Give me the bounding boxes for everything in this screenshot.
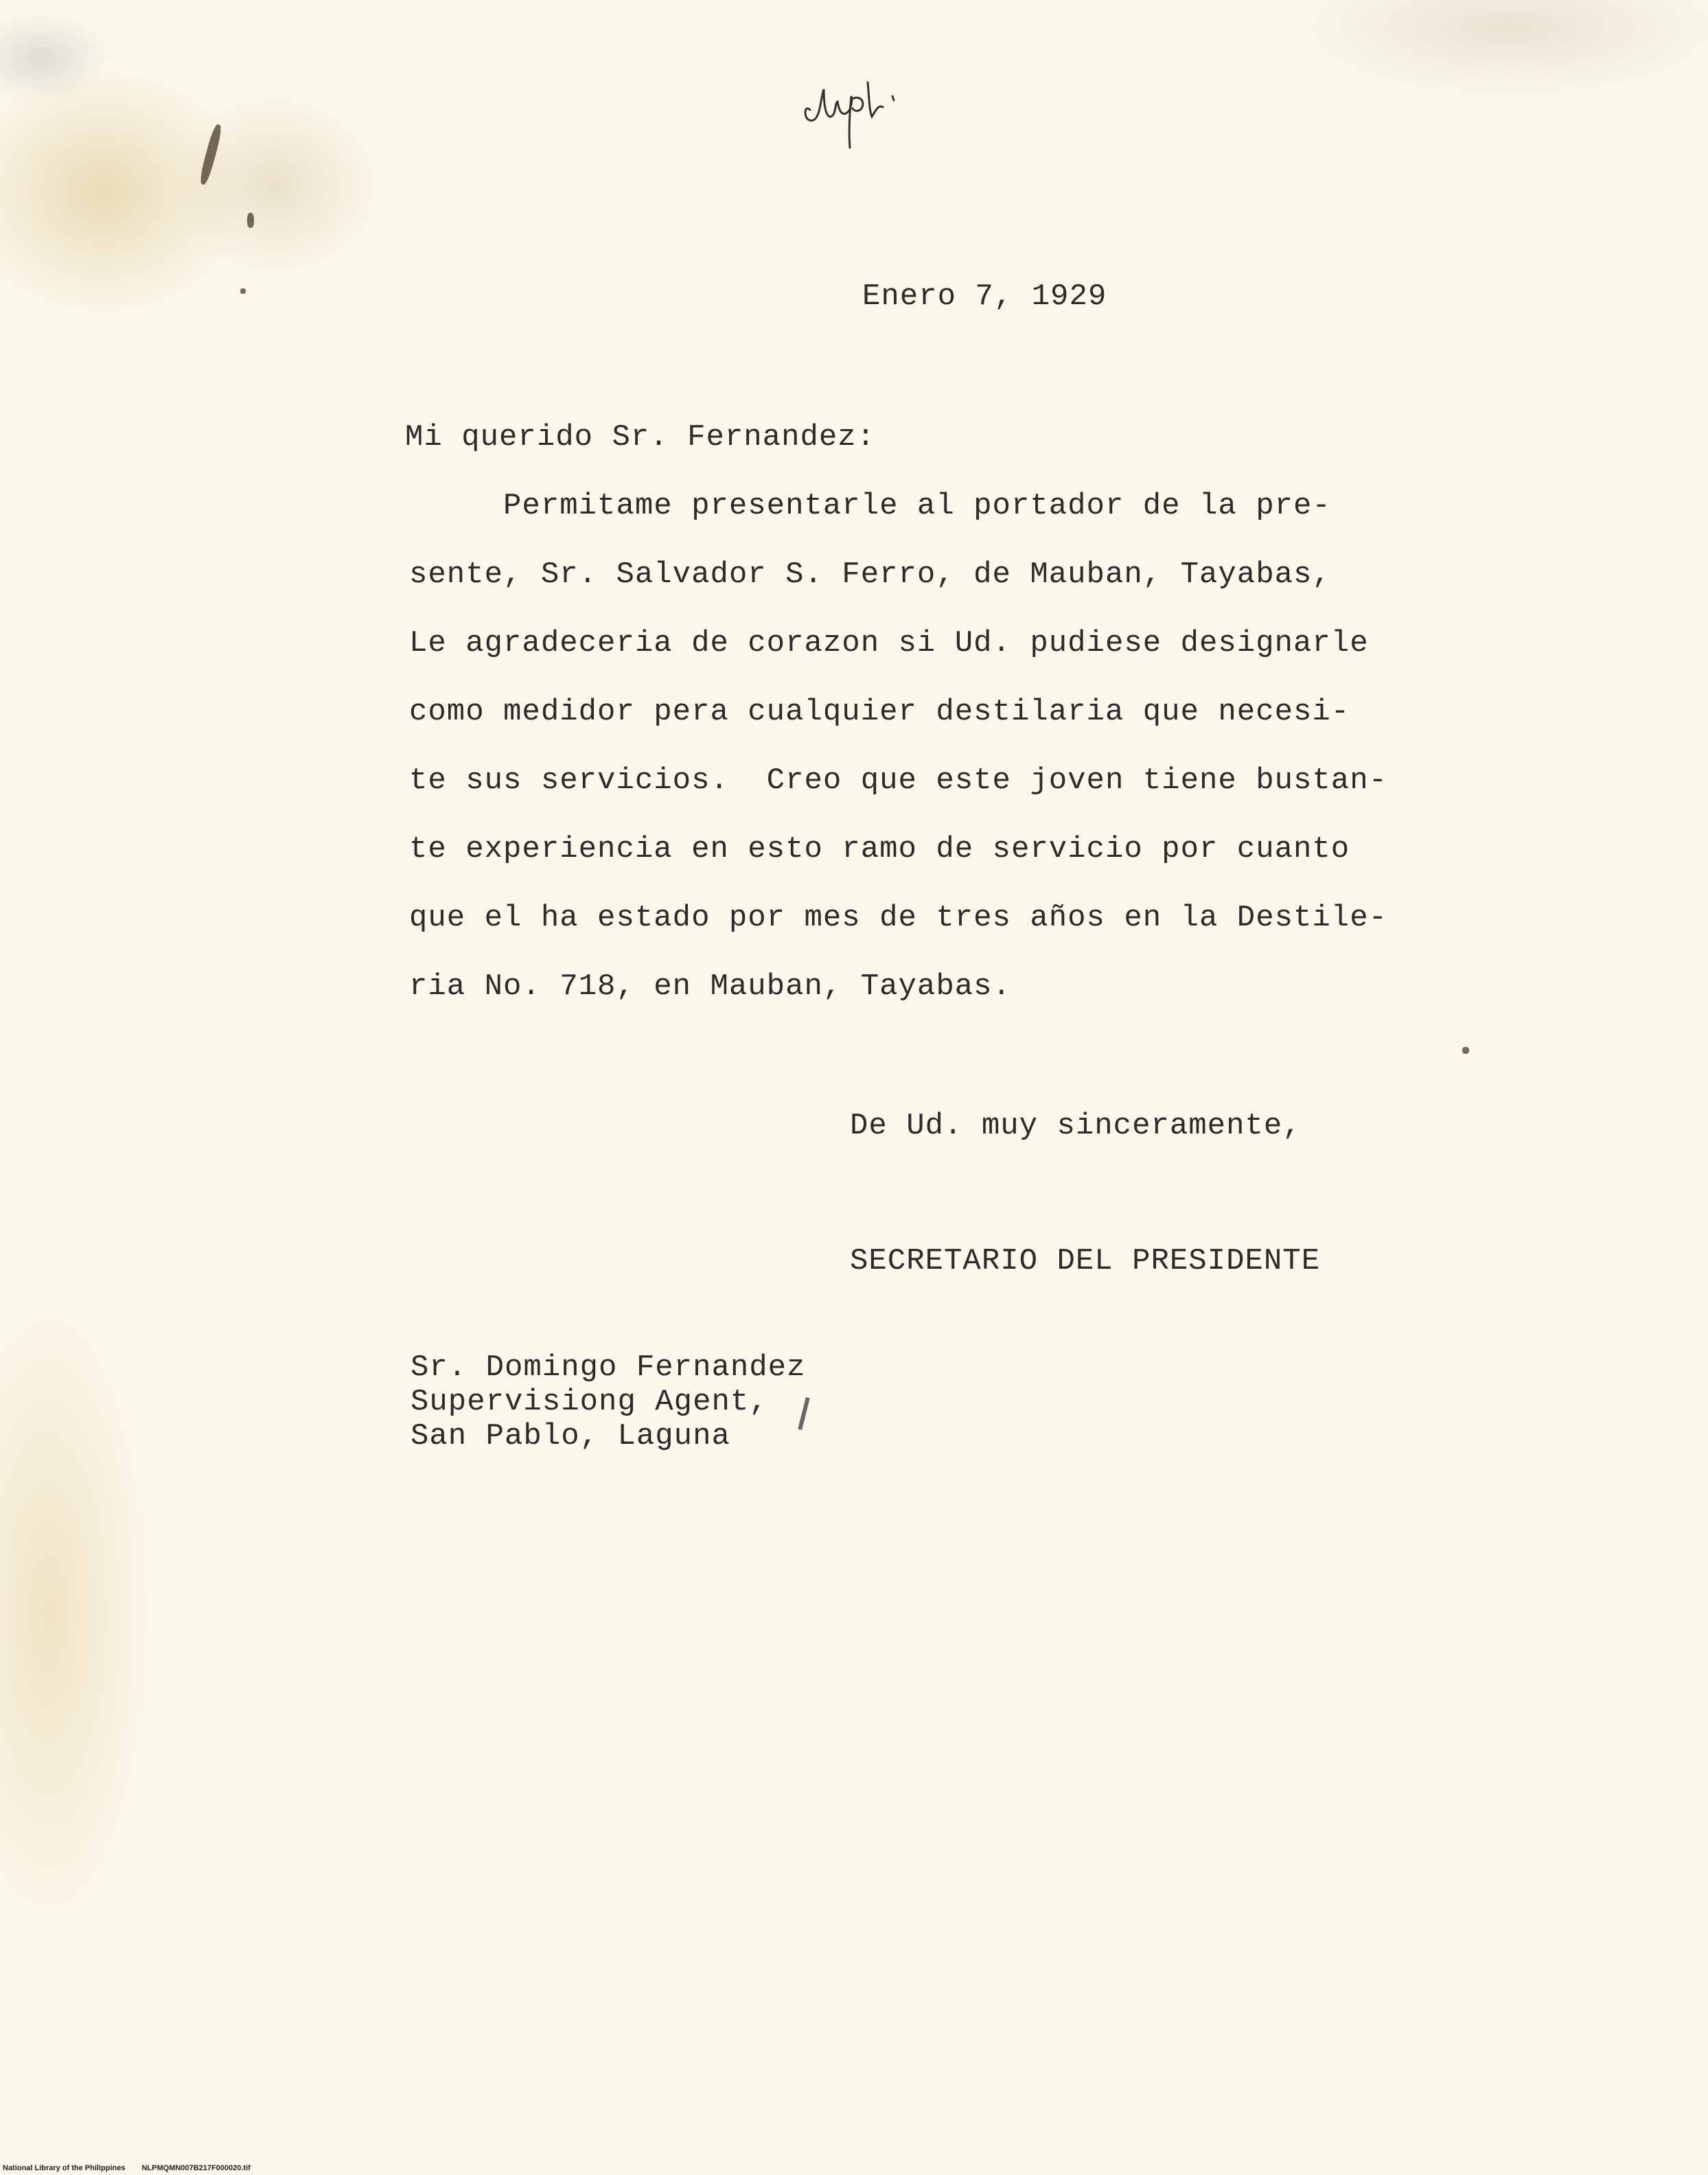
paper-stain	[0, 14, 110, 103]
body-line: ria No. 718, en Mauban, Tayabas.	[409, 969, 1011, 1004]
closing: De Ud. muy sinceramente,	[850, 1109, 1302, 1143]
paper-stain	[1304, 0, 1708, 96]
body-line: sente, Sr. Salvador S. Ferro, de Mauban, Tayabas,	[409, 557, 1331, 592]
ink-blot	[240, 288, 246, 294]
handwritten-note	[796, 62, 920, 151]
paper-stain	[0, 1304, 151, 1922]
body-line: Permitame presentarle al portador de la pre-	[409, 489, 1331, 523]
recipient-line: San Pablo, Laguna	[411, 1419, 730, 1453]
body-line: que el ha estado por mes de tres años en la Destile-	[409, 901, 1388, 935]
file-code: NLPMQMN007B217F000020.tif	[141, 2164, 251, 2172]
paper-stain	[0, 69, 247, 316]
archive-name: National Library of the Philippines	[3, 2164, 126, 2172]
body-line: te experiencia en esto ramo de servicio por cuanto	[409, 832, 1350, 866]
letter-date: Enero 7, 1929	[862, 279, 1107, 314]
salutation: Mi querido Sr. Fernandez:	[405, 420, 876, 454]
archive-footer	[3, 2164, 251, 2172]
recipient-line: Supervisiong Agent,	[411, 1385, 768, 1419]
body-line: Le agradeceria de corazon si Ud. pudiese designarle	[409, 626, 1369, 660]
ink-blot	[247, 213, 254, 228]
pencil-mark	[798, 1397, 809, 1430]
body-line: como medidor pera cualquier destilaria que necesi-	[409, 695, 1350, 729]
body-line: te sus servicios. Creo que este joven tiene bustan-	[409, 763, 1388, 798]
signature-title: SECRETARIO DEL PRESIDENTE	[850, 1244, 1321, 1278]
paper-stain	[172, 96, 378, 275]
ink-blot	[198, 124, 224, 186]
recipient-line: Sr. Domingo Fernandez	[411, 1350, 806, 1385]
ink-blot	[1462, 1047, 1469, 1054]
